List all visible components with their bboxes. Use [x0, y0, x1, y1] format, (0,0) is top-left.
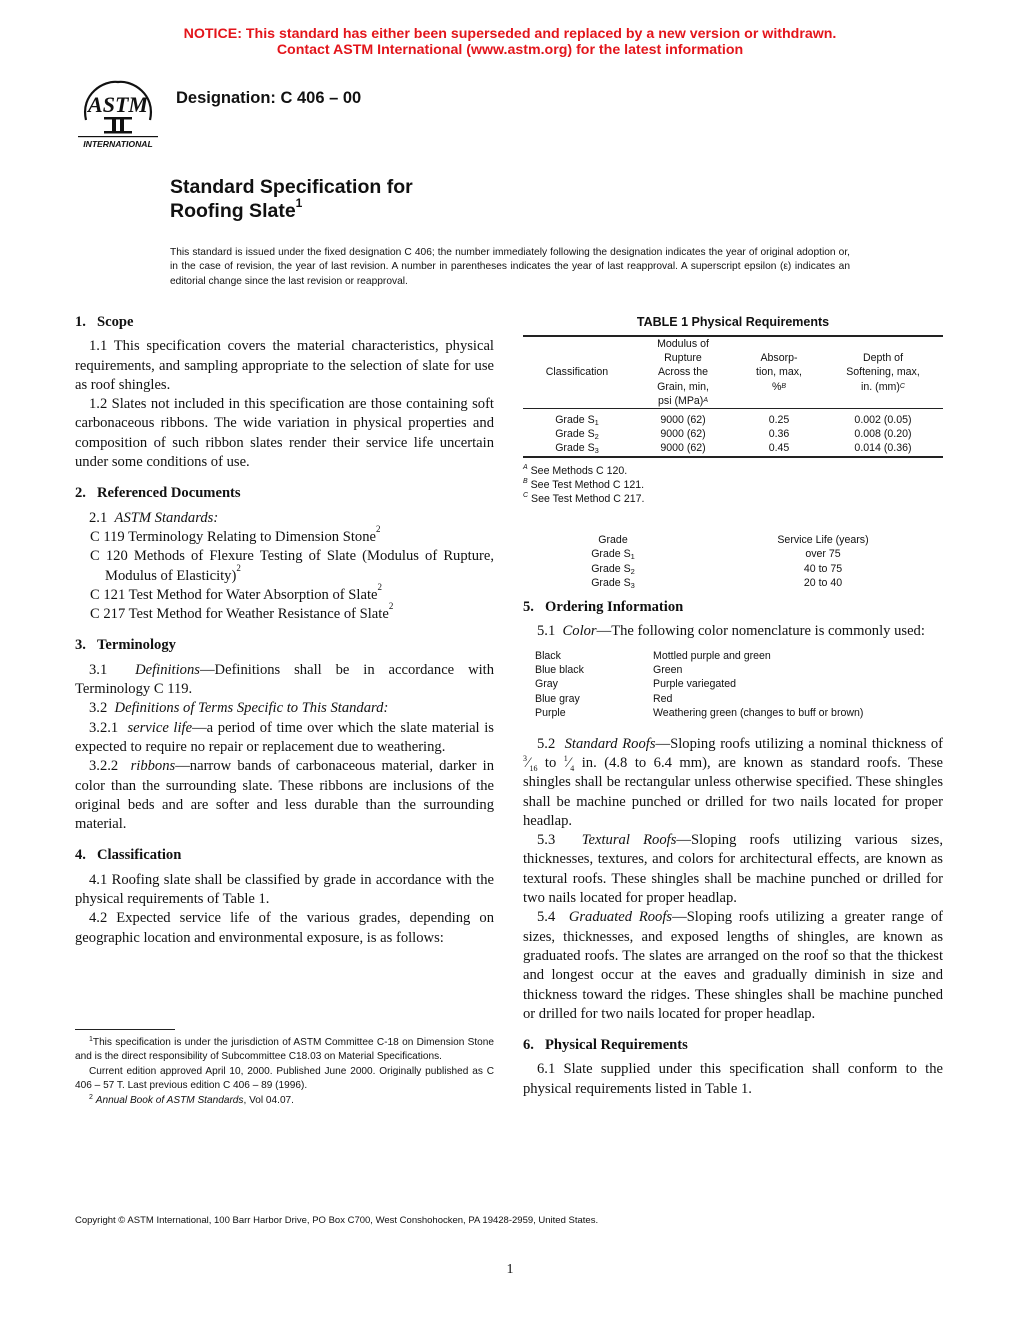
notice-line-2: Contact ASTM International (www.astm.org) for the latest information [276, 41, 744, 58]
table-row: Grade $S_3$ 9000 (62) 0.45 0.014 (0.36) [555, 442, 912, 456]
preamble: This standard is issued under the fixed designation C 406; the number immediately following the designation indicates the year of original adoption or, in the case of revision, the year of last revision. A number in parentheses indicates the year of last reapproval. A superscript epsilon (ε) indicates an editorial change since the last revision or reapproval. [170, 247, 850, 287]
logo-letters: ASTM [88, 92, 148, 117]
section-1-heading: 1. Scope [75, 314, 134, 330]
table-row: Grade $S_1$ 9000 (62) 0.25 0.002 (0.05) [555, 414, 912, 428]
ref-c119: C 119 Terminology Relating to Dimension Stone$^2$ [90, 523, 381, 545]
para-1-2: 1.2 Slates not included in this specification are those containing soft carbonaceous ribbons. The wide variation in physical properties and composition of such ribbon slates render their service life uncertain under some conditions of use. [75, 396, 494, 471]
notice-line-1: NOTICE: This standard has either been superseded and replaced by a new version or withdrawn. [183, 26, 837, 42]
para-3-2-2: 3.2.2 ribbons—narrow bands of carbonaceous material, darker in color than the surrounding slate. These ribbons are inclusions of the original beds and are softer and less durable than the surrounding material. [75, 758, 495, 833]
color-nomenclature-table [523, 649, 943, 721]
para-5-1: 5.1 Color—The following color nomenclature is commonly used: [537, 623, 925, 640]
para-3-1: 3.1 Definitions—Definitions shall be in accordance with Terminology C 119. [75, 661, 495, 698]
section-2-heading: 2. Referenced Documents [75, 485, 241, 502]
footnote-2: $^2$ Annual Book of ASTM Standards, Vol 04.07. [89, 1093, 294, 1106]
para-5-3: 5.3 Textural Roofs—Sloping roofs utilizing various sizes, thicknesses, textures, and colors for architectural effects, are known as textural roofs. These shingles shall be machine punched or drilled for two nails located for proper headlap. [523, 832, 943, 907]
table-row: Grade $S_3$ 20 to 40 [591, 576, 843, 590]
para-5-2: 5.2 Standard Roofs—Sloping roofs utilizing a nominal thickness of $^3⁄_{16}$ to $^1⁄_4$ in. (4.8 to 6.4 mm), are known as standard roofs. These shingles shall be rectangular unless otherwise specified. These shingles shall be machine punched or drilled for two nails located for proper headlap. [523, 735, 944, 829]
col-absorption: Absorp- tion, max, %$^B$ [756, 352, 802, 393]
section-6-heading: 6. Physical Requirements [523, 1037, 688, 1054]
section-4-heading: 4. Classification [75, 847, 182, 864]
table-row: Grade $S_1$ over 75 [591, 548, 841, 562]
page-number: 1 [506, 1262, 514, 1277]
title-footnote-mark: 1 [295, 196, 303, 210]
table-note-b: $^B$ See Test Method C 121. [523, 477, 645, 491]
col-depth-softening: Depth of Softening, max, in. (mm)$^C$ [846, 352, 920, 393]
table-row: Blue black Green [535, 664, 683, 677]
table-1-title: TABLE 1 Physical Requirements [636, 315, 830, 329]
ref-c121: C 121 Test Method for Water Absorption of Slate$^2$ [90, 581, 382, 603]
service-life-table [523, 533, 943, 590]
title-line-1: Standard Specification for [170, 176, 413, 198]
table-row: Gray Purple variegated [535, 678, 737, 691]
table-row: Grade $S_2$ 9000 (62) 0.36 0.008 (0.20) [555, 428, 912, 442]
col-classification: Classification [545, 366, 609, 379]
table-row: Grade Service Life (years) [598, 534, 869, 547]
section-5-heading: 5. Ordering Information [523, 599, 684, 616]
para-3-2: 3.2 Definitions of Terms Specific to This Standard: [89, 700, 389, 717]
para-1-1: 1.1 This specification covers the material characteristics, physical requirements, and sampling appropriate to the selection of slate for use as roof shingles. [75, 338, 494, 393]
document-title [170, 175, 413, 223]
para-4-1: 4.1 Roofing slate shall be classified by grade in accordance with the physical requirements of Table 1. [75, 871, 494, 908]
para-6-1: 6.1 Slate supplied under this specification shall conform to the physical requirements listed in Table 1. [523, 1061, 943, 1097]
table-row: Grade $S_2$ 40 to 75 [591, 562, 843, 576]
designation: Designation: C 406 – 00 [176, 89, 362, 107]
section-3-heading: 3. Terminology [75, 637, 176, 654]
table-row: Blue gray Red [535, 692, 673, 705]
withdrawal-notice [0, 27, 1020, 58]
table-1-notes [523, 464, 943, 507]
table-row: Black Mottled purple and green [535, 649, 771, 662]
astm-logo [74, 76, 162, 152]
para-3-2-1: 3.2.1 service life—a period of time over which the slate material is expected to require no repair or replacement due to weathering. [75, 719, 494, 755]
para-4-2: 4.2 Expected service life of the various grades, depending on geographic location and environmental exposure, is as follows: [75, 910, 494, 946]
table-note-c: $^C$ See Test Method C 217. [523, 492, 645, 506]
col-modulus: Modulus of Rupture Across the Grain, min, psi (MPa)$^A$ [657, 338, 709, 407]
footnotes [75, 1036, 494, 1108]
logo-international: INTERNATIONAL [83, 139, 153, 149]
footnote-divider [75, 1029, 175, 1030]
copyright: Copyright © ASTM International, 100 Barr Harbor Drive, PO Box C700, West Conshohocken, PA 19428-2959, United States. [75, 1215, 599, 1226]
para-5-4: 5.4 Graduated Roofs—Sloping roofs utilizing a greater range of sizes, thicknesses, and exposed lengths of shingles, are known as graduated roofs. The slates are arranged on the roof so that the thickest and longest occur at the eaves and gradually diminish in size and thickness toward the ridges. These shingles shall be machine punched or drilled for two nails located for proper headlap. [523, 909, 943, 1022]
left-column [75, 313, 494, 948]
footnote-1-edition: Current edition approved April 10, 2000. Published June 2000. Originally published as C 406 – 57 T. Last previous edition C 406 – 89 (1996). [75, 1065, 494, 1092]
ref-c217: C 217 Test Method for Weather Resistance of Slate$^2$ [90, 601, 394, 623]
physical-requirements-table [523, 335, 943, 458]
footnote-1: $^1$This specification is under the jurisdiction of ASTM Committee C-18 on Dimension Stone and is the direct responsibility of Subcommittee C18.03 on Material Specifications. [75, 1036, 494, 1063]
right-column [523, 313, 943, 1099]
title-line-2: Roofing Slate [170, 200, 296, 222]
table-row: Purple Weathering green (changes to buff or brown) [535, 707, 864, 720]
ref-c120: C 120 Methods of Flexure Testing of Slate (Modulus of Rupture, Modulus of Elasticity)$^2$ [90, 548, 494, 584]
table-note-a: $^A$ See Methods C 120. [523, 463, 628, 477]
para-2-1: 2.1 ASTM Standards: [89, 509, 219, 526]
